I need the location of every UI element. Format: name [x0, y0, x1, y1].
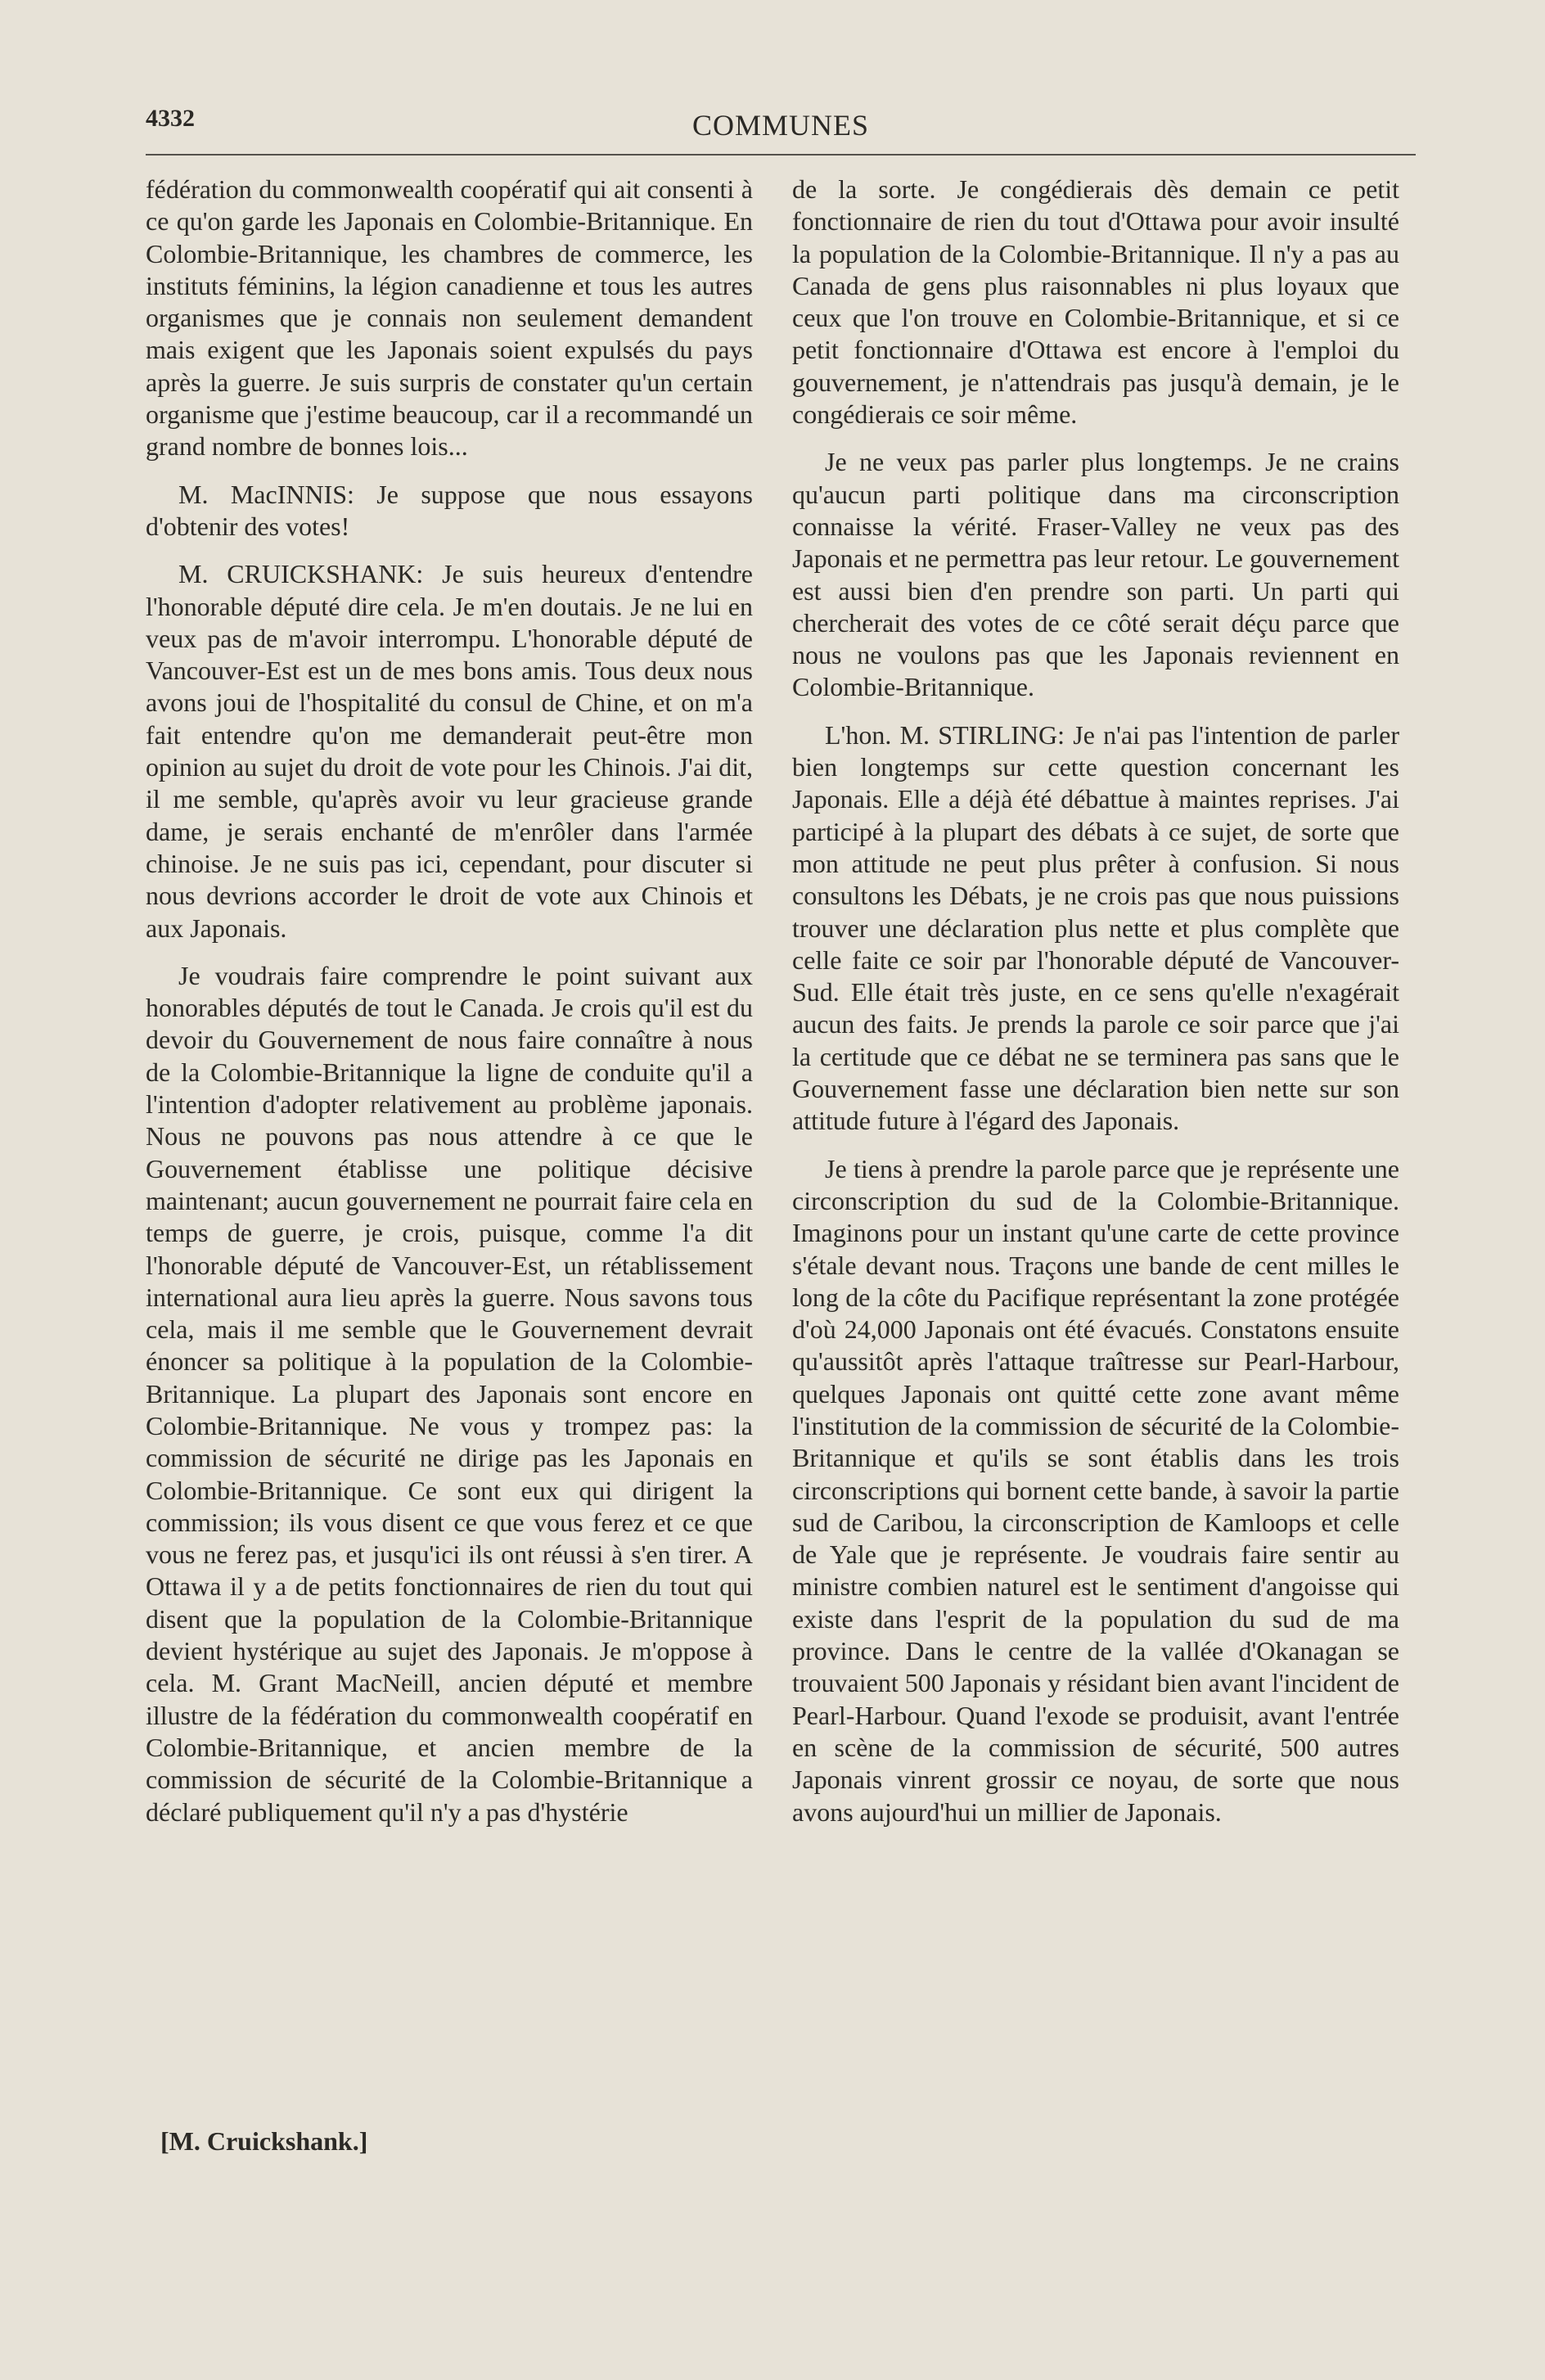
paragraph — [146, 960, 753, 1828]
page-header — [146, 105, 1416, 154]
paragraph-text: Je tiens à prendre la parole parce que je représente une circonscription du sud de la Colombie-Britannique. Imaginons pour un instant qu'une carte de cette province s'étale devant nous. Traçons une bande de cent milles le long de la côte du Pacifique représentant la zone protégée d'où 24,000 Japonais ont été évacués. Constatons ensuite qu'aussitôt après l'attaque traîtresse sur Pearl-Harbour, quelques Japonais ont quitté cette zone avant même l'institution de la commission de sécurité de la Colombie-Britannique et qu'ils se sont établis dans les trois circonscriptions qui bornent cette bande, à savoir la partie sud de Caribou, la circonscription de Kamloops et celle de Yale que je représente. Je voudrais faire sentir au ministre combien naturel est le sentiment d'angoisse qui existe dans l'esprit de la population du sud de ma province. Dans le centre de la vallée d'Okanagan se trouvaient 500 Japonais y résidant bien avant l'incident de Pearl-Harbour. Quand l'exode se produisit, avant l'entrée en scène de la commission de sécurité, 500 autres Japonais vinrent grossir ce noyau, de sorte que nous avons aujourd'hui un millier de Japonais. — [792, 1153, 1399, 1827]
paragraph — [146, 558, 753, 944]
paragraph-text: de la sorte. Je congédierais dès demain ce petit fonctionnaire de rien du tout d'Ottawa pour avoir insulté la population de la Colombie-Britannique. Il n'y a pas au Canada de gens plus raisonnables ni plus loyaux que ceux que l'on trouve en Colombie-Britannique, et si ce petit fonctionnaire d'Ottawa est encore à l'emploi du gouvernement, je n'attendrais pas jusqu'à demain, je le congédierais ce soir même. — [792, 174, 1399, 430]
paragraph — [146, 479, 753, 543]
speaker-footer: [M. Cruickshank.] — [160, 2126, 368, 2156]
paragraph-text: Je suppose que nous essayons d'obtenir des votes! — [146, 479, 754, 541]
paragraph — [792, 1153, 1399, 1828]
paragraph — [146, 174, 753, 463]
paragraph-text: Je ne veux pas parler plus longtemps. Je ne crains qu'aucun parti politique dans ma circonscription connaisse la vérité. Fraser-Valley ne veux pas des Japonais et ne permettra pas leur retour. Le gouvernement est aussi bien d'en prendre son parti. Un parti qui chercherait des votes de ce côté serait déçu parce que nous ne voulons pas que les Japonais reviennent en Colombie-Britannique. — [792, 447, 1399, 702]
left-column — [146, 174, 753, 1844]
paragraph — [792, 446, 1399, 703]
paragraph-text: fédération du commonwealth coopératif qui ait consenti à ce qu'on garde les Japonais en Colombie-Britannique. En Colombie-Britannique, les chambres de commerce, les instituts féminins, la légion canadienne et tous les autres organismes que je connais non seulement demandent mais exigent que les Japonais soient expulsés du pays après la guerre. Je suis surpris de constater qu'un certain organisme que j'estime beaucoup, car il a recommandé un grand nombre de bonnes lois... — [146, 174, 753, 462]
running-title: COMMUNES — [691, 109, 870, 142]
page-number: 4332 — [146, 105, 195, 132]
header-rule — [146, 154, 1416, 156]
speaker-name: M. MacINNIS: — [178, 479, 354, 509]
paragraph — [792, 719, 1399, 1138]
paragraph-text: Je n'ai pas l'intention de parler bien longtemps sur cette question concernant les Japonais. Elle a déjà été débattue à maintes reprises. J'ai participé à la plupart des débats à ce sujet, de sorte que mon attitude ne peut plus prêter à confusion. Si nous consultons les Débats, je ne crois pas que nous puissions trouver une déclaration plus nette et plus complète que celle faite ce soir par l'honorable député de Vancouver-Sud. Elle était très juste, en ce sens qu'elle n'exagérait aucun des faits. Je prends la parole ce soir parce que j'ai la certitude que ce débat ne se terminera pas sans que le Gouvernement fasse une déclaration bien nette sur son attitude future à l'égard des Japonais. — [792, 719, 1400, 1136]
paragraph-text: Je suis heureux d'entendre l'honorable député dire cela. Je m'en doutais. Je ne lui en veux pas de m'avoir interrompu. L'honorable député de Vancouver-Est est un de mes bons amis. Tous deux nous avons joui de l'hospitalité du consul de Chine, et on m'a fait entendre qu'on me demanderait peut-être mon opinion au sujet du droit de vote pour les Chinois. J'ai dit, il me semble, qu'après avoir vu leur gracieuse grande dame, je serais enchanté de m'enrôler dans l'armée chinoise. Je ne suis pas ici, cependant, pour discuter si nous devrions accorder le droit de vote aux Chinois et aux Japonais. — [146, 559, 754, 943]
paragraph — [792, 174, 1399, 430]
right-column — [792, 174, 1399, 1844]
speaker-name: L'hon. M. STIRLING: — [825, 719, 1065, 750]
speaker-name: M. CRUICKSHANK: — [178, 559, 424, 589]
paragraph-text: Je voudrais faire comprendre le point suivant aux honorables députés de tout le Canada. Je crois qu'il est du devoir du Gouvernement de nous faire connaître à nous de la Colombie-Britannique la ligne de conduite qu'il a l'intention d'adopter relativement au problème japonais. Nous ne pouvons pas nous attendre à ce que le Gouvernement établisse une politique décisive maintenant; aucun gouvernement ne pourrait faire cela en temps de guerre, je crois, puisque, comme l'a dit l'honorable député de Vancouver-Est, un rétablissement international aura lieu après la guerre. Nous savons tous cela, mais il me semble que le Gouvernement devrait énoncer sa politique à la population de la Colombie-Britannique. La plupart des Japonais sont encore en Colombie-Britannique. Ne vous y trompez pas: la commission de sécurité ne dirige pas les Japonais en Colombie-Britannique. Ce sont eux qui dirigent la commission; ils vous disent ce que vous ferez et ce que vous ne ferez pas, et jusqu'ici ils ont réussi à s'en tirer. A Ottawa il y a de petits fonctionnaires de rien du tout qui disent que la population de la Colombie-Britannique devient hystérique au sujet des Japonais. Je m'oppose à cela. M. Grant MacNeill, ancien député et membre illustre de la fédération du commonwealth coopératif en Colombie-Britannique, et ancien membre de la commission de sécurité de la Colombie-Britannique a déclaré publiquement qu'il n'y a pas d'hystérie — [146, 960, 753, 1827]
